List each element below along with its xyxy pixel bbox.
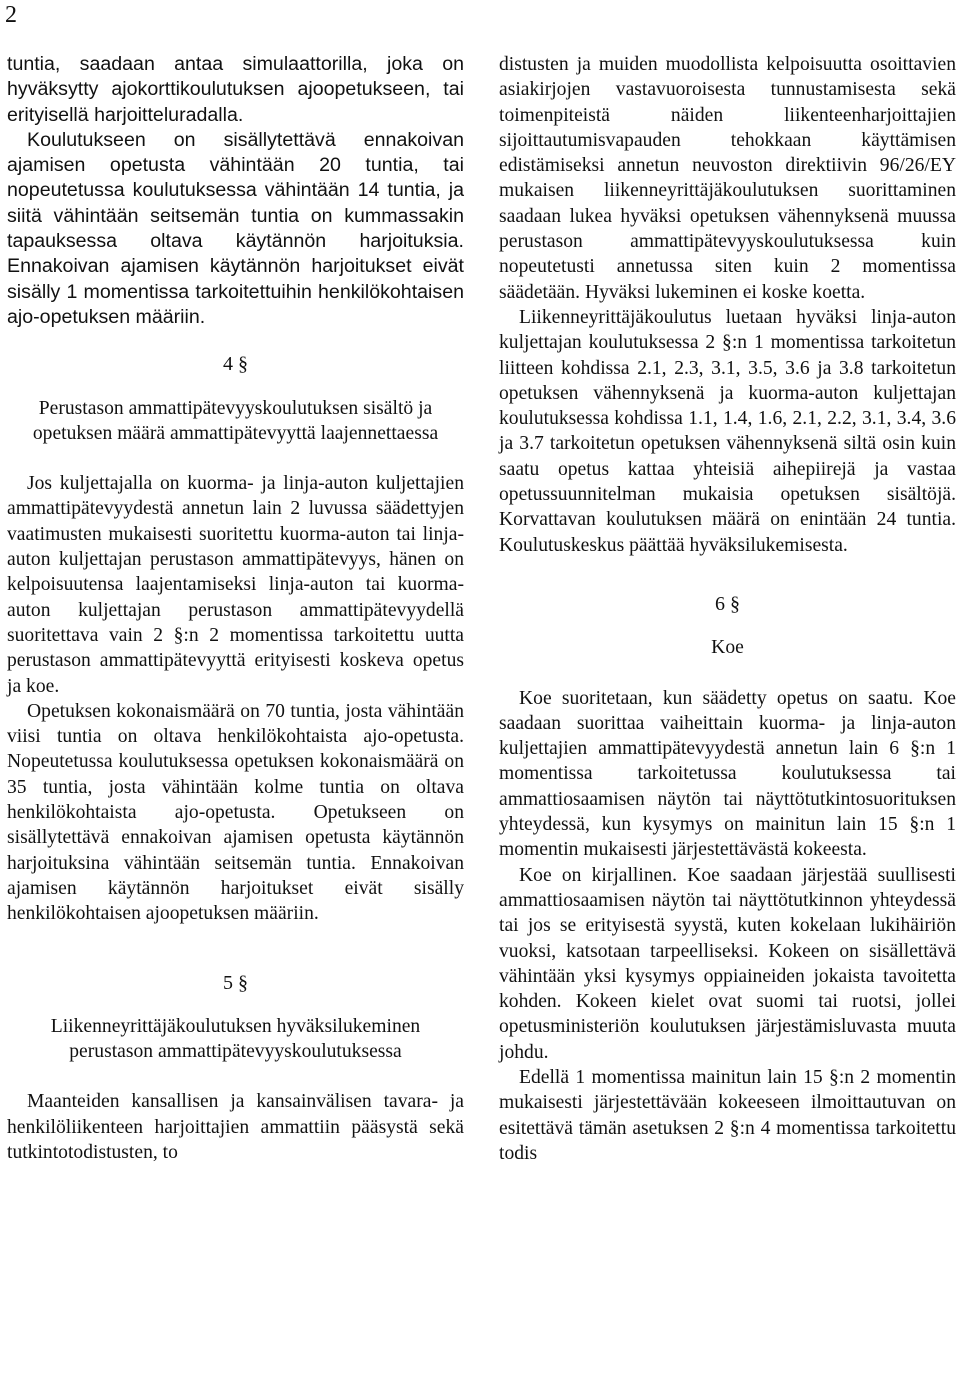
paragraph: Edellä 1 momentissa mainitun lain 15 §:n 2 momentin mukaisesti järjestettävään kokeeseen ilmoittautuvan on esitettävä tämän asetuksen 2 §:n 4 momentissa tarkoitettu todis — [499, 1066, 956, 1164]
paragraph: distusten ja muiden muodollista kelpoisuutta osoittavien asiakirjojen vastavuoroisesta tunnustamisesta sekä toimenpiteistä näiden liikenteenharjoittajien sijoittautumisvapauden tehokkaan käyttämisen edistämiseksi annetun neuvoston direktiivin 96/26/EY mukaisen liikenneyrittäjäkoulutuksen suorittaminen saadaan lukea hyväksi opetuksen vähennyksenä muussa perustason ammattipätevyyskoulutuksessa kuin nopeutetusti annetussa siten kuin 2 momentissa säädetään. Hyväksi lukeminen ei koske koetta. — [499, 54, 956, 303]
section-title: Perustason ammattipätevyyskoulutuksen sisältö ja opetuksen määrä ammattipätevyyttä laajennettaessa — [32, 397, 439, 444]
section-title: Liikenneyrittäjäkoulutuksen hyväksilukeminen perustason ammattipätevyyskoulutuksessa — [50, 1015, 421, 1063]
paragraph: Koe suoritetaan, kun säädetty opetus on saatu. Koe saadaan suorittaa vaiheittain kuorma- ja linja-auton kuljettajien ammattipätevyydestä annetun lain 6 §:n 1 momentissa tarkoitetussa koulutuksessa tai ammattiosaamisen näytön tai näyttötutkintosuorituksen yhteydessä, kun kysymys on mainitun lain 15 §:n 1 momentin mukaisesti järjestettävästä kokeesta. — [499, 687, 956, 861]
paragraph: Opetuksen kokonaismäärä on 70 tuntia, josta vähintään viisi tuntia on oltava henkilökohtaista ajo-opetusta. Nopeutetussa koulutuksessa opetuksen kokonaismäärä on 35 tuntia, josta vähintään kolme tuntia on oltava henkilökohtaista ajo-opetusta. Opetukseen on sisällytettävä ennakoivan ajamisen opetusta käytännön harjoituksina vähintään seitsemän tuntia. Ennakoivan ajamisen käytännön harjoitukset eivät sisälly henkilökohtaisen ajoopetuksen määriin. — [7, 700, 464, 925]
paragraph: tuntia, saadaan antaa simulaattorilla, joka on hyväksytty ajokorttikoulutuksen ajoopetukseen, tai erityisellä harjoitteluradalla. — [7, 53, 464, 126]
section-number: 5 § — [223, 971, 248, 994]
page-number: 2 — [5, 2, 17, 28]
paragraph: Liikenneyrittäjäkoulutus luetaan hyväksi linja-auton kuljettajan koulutuksessa 2 §:n 1 momentissa tarkoitetun liitteen kohdissa 2.1, 2.3, 3.1, 3.5, 3.6 ja 3.8 tarkoitetun opetuksen vähennyksenä ja kuorma-auton kuljettajan koulutuksessa kohdissa 1.1, 1.4, 1.6, 2.1, 2.2, 3.1, 3.4, 3.6 ja 3.7 tarkoitetun opetuksen vähennyksenä siltä osin kuin saatu opetus kattaa yhteisiä aihepiirejä ja vastaa opetussuunnitelman mukaisia opetuksen sisältöjä. Korvattavan koulutuksen määrä on enintään 24 tuntia. Koulutuskeskus päättää hyväksilukemisesta. — [499, 306, 956, 556]
section-number: 4 § — [223, 353, 248, 376]
right-column — [499, 52, 956, 1166]
section-number: 6 § — [715, 592, 740, 615]
paragraph: Jos kuljettajalla on kuorma- ja linja-auton kuljettajien ammattipätevyydestä annetun lain 2 luvussa säädettyjen vaatimusten mukaisesti suoritettu kuorma-auton tai linjaauton kuljettajan perustason ammattipätevyys, hänen on kelpoisuutensa laajentamiseksi linja-auton tai kuorma-auton kuljettajan perustason ammattipätevyydellä suoritettava vain 2 §:n 2 momentissa tarkoitettu uutta perustason ammattipätevyyttä erityisesti koskeva opetus ja koe. — [7, 473, 464, 697]
left-column — [7, 52, 464, 1165]
section-title: Koe — [711, 637, 744, 659]
paragraph: Koulutukseen on sisällytettävä ennakoivan ajamisen opetusta vähintään 20 tuntia, tai nopeutetussa koulutuksessa vähintään 14 tuntia, ja siitä vähintään seitsemän tuntia on kummassakin tapauksessa oltava käytännön harjoituksia. Ennakoivan ajamisen käytännön harjoitukset eivät sisälly 1 momentissa tarkoitettuihin henkilökohtaisen ajo-opetuksen määriin. — [7, 128, 464, 328]
paragraph: Koe on kirjallinen. Koe saadaan järjestää suullisesti ammattiosaamisen näytön tai näyttötutkinnon yhteydessä tai jos se erityisestä syystä, kuten kokelaan lukihäiriön vuoksi, katsotaan tarpeelliseksi. Kokeen on sisällettävä vähintään yksi kysymys oppiaineiden jokaista tavoitetta kohden. Kokeen kielet ovat suomi tai ruotsi, jollei opetusministeriön koulutuksen järjestämisluvasta muuta johdu. — [499, 864, 956, 1063]
paragraph: Maanteiden kansallisen ja kansainvälisen tavara- ja henkilöliikenteen harjoittajien ammattiin pääsystä sekä tutkintotodistusten, to — [7, 1091, 464, 1163]
